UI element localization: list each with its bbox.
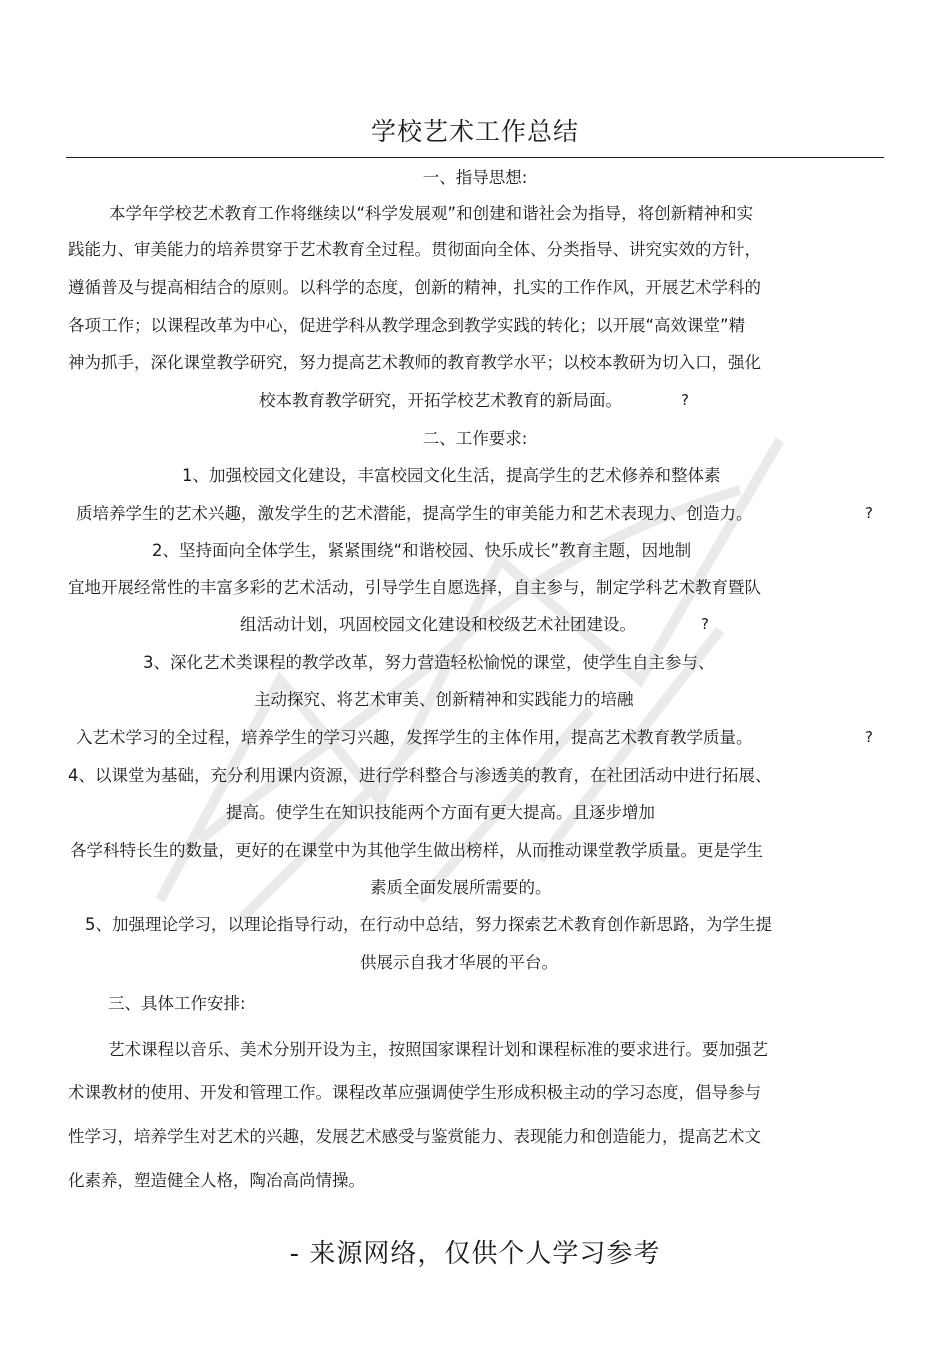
list-item-1-line: 质培养学生的艺术兴趣，激发学生的艺术潜能，提高学生的审美能力和艺术表现力、创造力。 [76,504,753,523]
paragraph-line: 性学习，培养学生对艺术的兴趣，发展艺术感受与鉴赏能力、表现能力和创造能力，提高艺术文 [68,1127,761,1146]
list-item-4-line: 各学科特长生的数量，更好的在课堂中为其他学生做出榜样，从而推动课堂教学质量。更是学生 [70,841,763,860]
list-item-2-line: 组活动计划，巩固校园文化建设和校级艺术社团建设。 [240,615,636,634]
list-item-4-line: 提高。使学生在知识技能两个方面有更大提高。且逐步增加 [226,803,655,822]
paragraph-line: 术课教材的使用、开发和管理工作。课程改革应强调使学生形成积极主动的学习态度，倡导参与 [68,1083,761,1102]
list-item-5-line: 供展示自我才华展的平台。 [360,953,558,972]
paragraph-line: 艺术课程以音乐、美术分别开设为主，按照国家课程计划和课程标准的要求进行。要加强艺 [108,1040,768,1059]
list-item-2-line: 2、坚持面向全体学生，紧紧围绕“和谐校园、快乐成长”教育主题，因地制 [152,541,692,560]
question-mark: ? [681,391,689,409]
paragraph-line: 神为抓手，深化课堂教学研究，努力提高艺术教师的教育教学水平；以校本教研为切入口，强化 [68,353,761,372]
source-footer: - 来源网络，仅供个人学习参考 [289,1239,661,1269]
paragraph-line: 本学年学校艺术教育工作将继续以“科学发展观”和创建和谐社会为指导，将创新精神和实 [109,204,754,223]
list-item-2-line: 宜地开展经常性的丰富多彩的艺术活动，引导学生自愿选择，自主参与，制定学科艺术教育暨队 [68,578,761,597]
section-heading-3: 三、具体工作安排: [108,994,246,1013]
list-item-5-line: 5、加强理论学习，以理论指导行动，在行动中总结，努力探索艺术教育创作新思路，为学生提 [85,915,772,934]
list-item-1-line: 1、加强校园文化建设，丰富校园文化生活，提高学生的艺术修养和整体素 [182,466,721,485]
section-heading-2: 二、工作要求: [422,429,528,448]
question-mark: ? [701,615,709,633]
paragraph-line: 校本教育教学研究，开拓学校艺术教育的新局面。 [259,391,622,410]
list-item-4-line: 4、以课堂为基础，充分利用课内资源，进行学科整合与渗透美的教育，在社团活动中进行拓展、 [68,766,772,785]
list-item-3-line: 3、深化艺术类课程的教学改革，努力营造轻松愉悦的课堂，使学生自主参与、 [143,653,715,672]
paragraph-line: 各项工作；以课程改革为中心，促进学科从教学理念到教学实践的转化；以开展“高效课堂”精 [68,316,746,335]
paragraph-line: 化素养，塑造健全人格，陶冶高尚情操。 [68,1171,365,1190]
section-heading-1: 一、指导思想: [422,168,528,187]
list-item-3-line: 主动探究、将艺术审美、创新精神和实践能力的培融 [254,690,634,709]
paragraph-line: 遵循普及与提高相结合的原则。以科学的态度，创新的精神，扎实的工作作风，开展艺术学科的 [68,278,761,297]
list-item-4-line: 素质全面发展所需要的。 [370,878,552,897]
title-underline [66,157,884,158]
list-item-3-line: 入艺术学习的全过程，培养学生的学习兴趣，发挥学生的主体作用，提高艺术教育教学质量。 [76,728,753,747]
paragraph-line: 践能力、审美能力的培养贯穿于艺术教育全过程。贯彻面向全体、分类指导、讲究实效的方针， [68,240,761,259]
question-mark: ? [865,728,873,746]
question-mark: ? [865,504,873,522]
document-title: 学校艺术工作总结 [370,117,579,146]
